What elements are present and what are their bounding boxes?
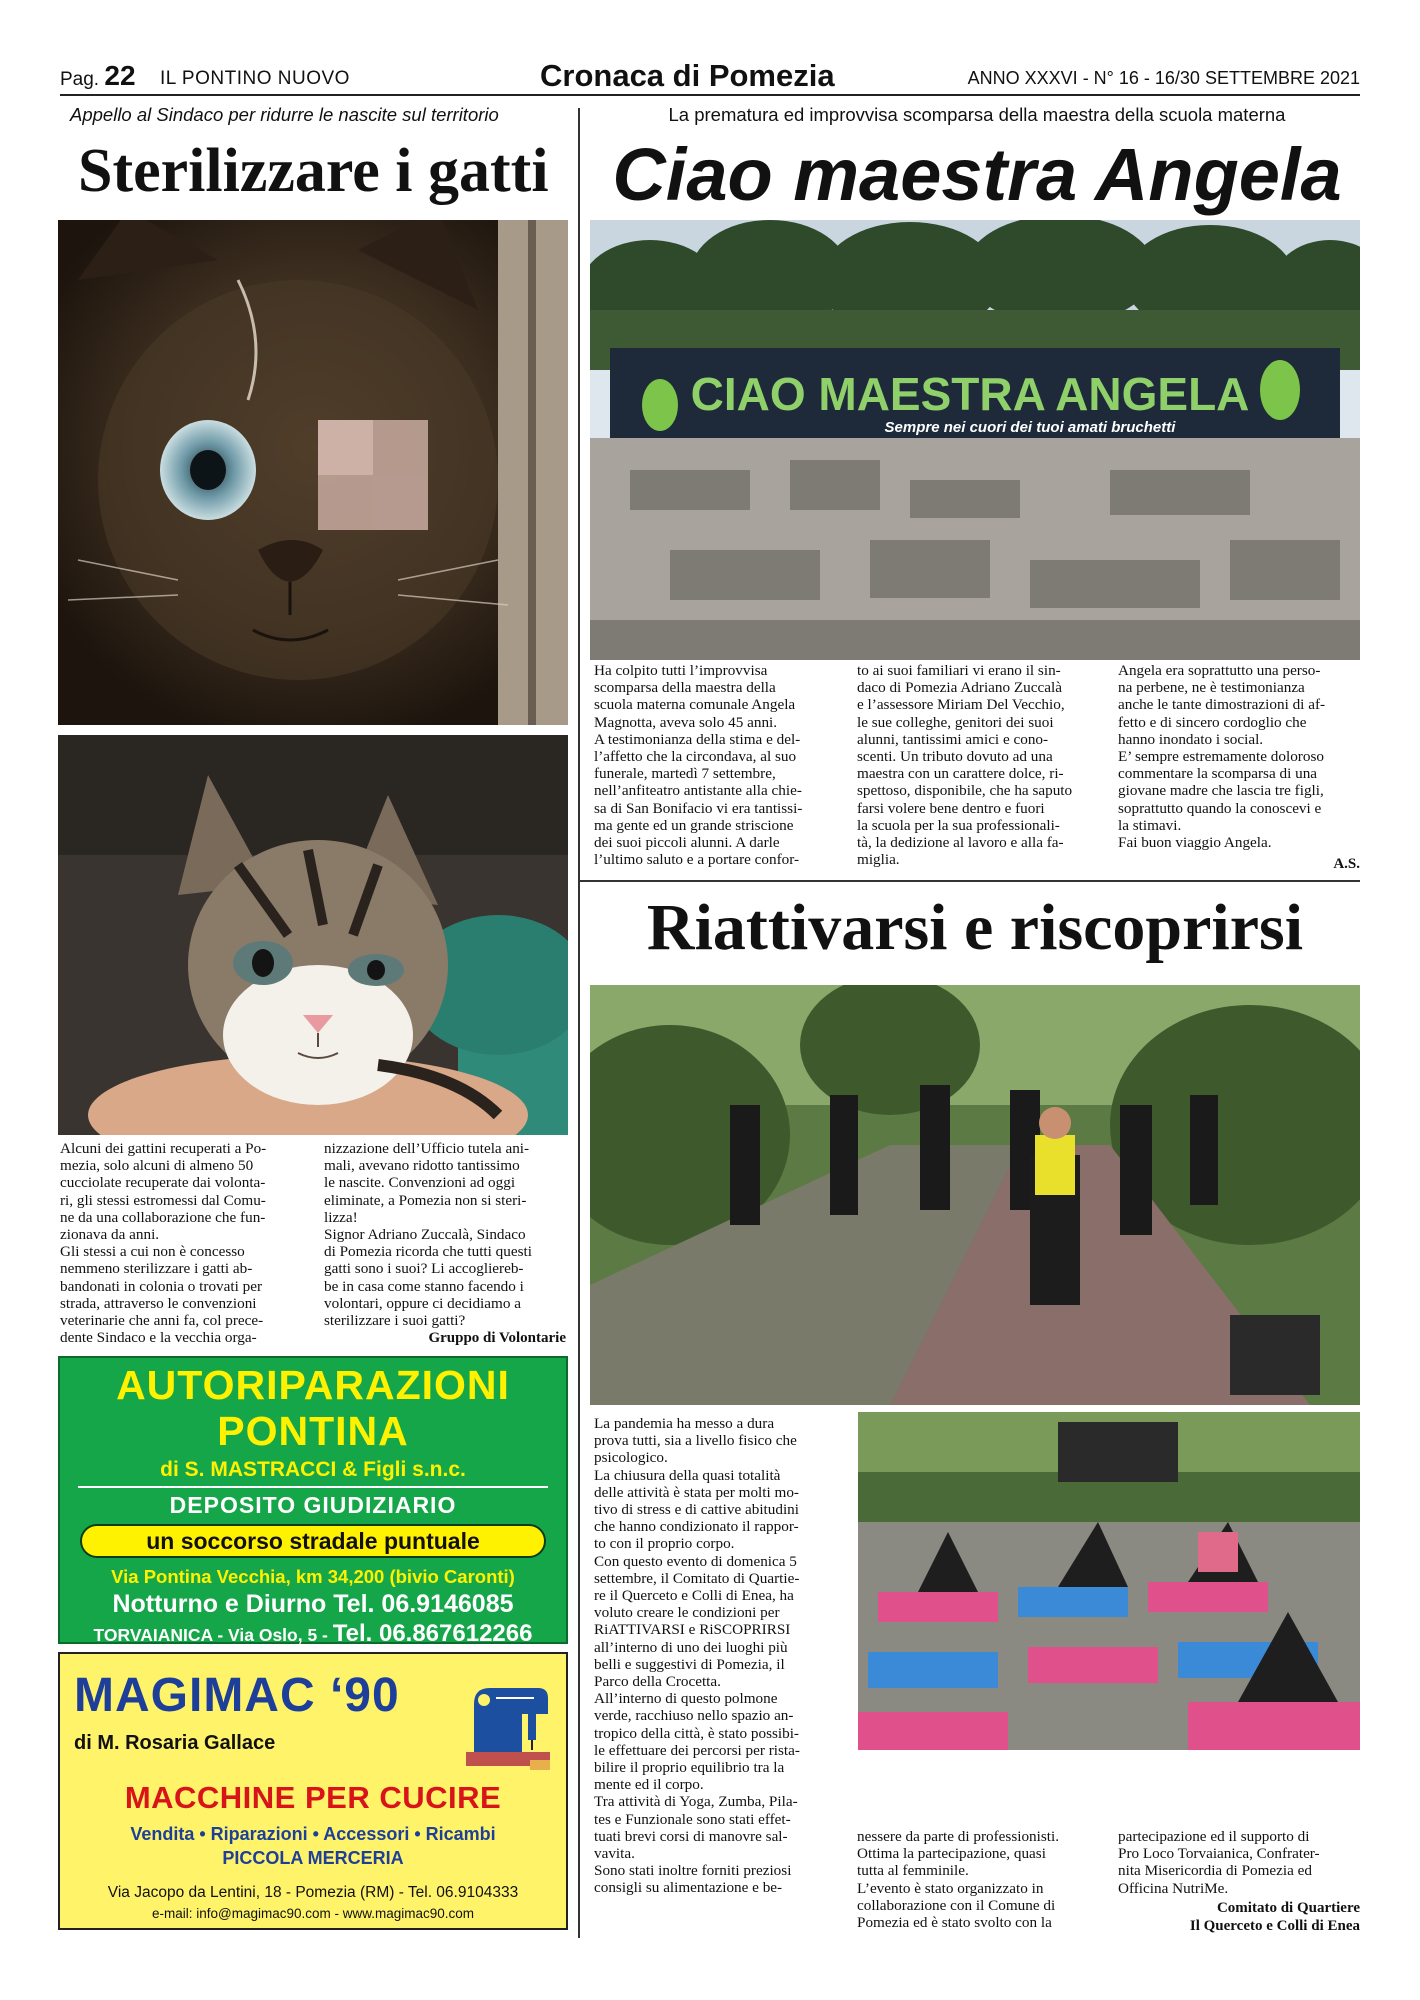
- riattivarsi-column-2: nessere da parte di professionisti. Ottima la partecipazione, quasi tutta al femminile. L’evento è stato organizzato in collaborazione con il Comune di Pomezia ed è stato svolto con la: [857, 1828, 1060, 1932]
- page-number: Pag. 22: [60, 60, 136, 91]
- ad-magimac: [58, 1652, 568, 1930]
- ad-slogan: un soccorso stradale puntuale: [80, 1524, 546, 1558]
- ad-magimac-services: Vendita • Riparazioni • Accessori • Ricambi: [130, 1824, 496, 1844]
- riattivarsi-column-1: La pandemia ha messo a dura prova tutti, sia a livello fisico che psicologico. La chiusura della quasi totalità delle attività è stata per molti mo- tivo di stress e di cattive abitudini che hanno condizionato il rappor- to con il proprio corpo. Con questo evento di domenica 5 settembre, il Comitato di Quartie- re il Querceto e Colli di Enea, ha voluto creare le condizioni per RiATTIVARSI e RiSCOPRIRSI all’interno di uno dei luoghi più belli e suggestivi di Pomezia, il Parco della Crocetta. All’interno di questo polmone verde, racchiuso nello spazio an- tropico della città, è stato possibi- le effettuare dei percorsi per rista- bilire il proprio equilibrio tra la mente ed il corpo. Tra attività di Yoga, Zumba, Pila- tes e Funzionale sono stati effet- tuati brevi corsi di manovre sal- vavita. Sono stati inoltre forniti preziosi consigli su alimentazione e be-: [594, 1415, 800, 1897]
- cat-photo-tabby-kitten: [58, 735, 568, 1135]
- ad-magimac-extra: PICCOLA MERCERIA: [222, 1848, 404, 1868]
- angela-banner-photo: [590, 220, 1360, 660]
- riattivarsi-signature-1: Comitato di Quartiere: [1216, 1900, 1360, 1916]
- cats-column-1: Alcuni dei gattini recuperati a Po- mezia, solo alcuni di almeno 50 cucciolate recuperate dai volonta- ri, gli stessi estromessi dal Comu- ne da una collaborazione che fun- zionava da anni. Gli stessi a cui non è concesso nemmeno sterilizzare i gatti ab- bandonati in colonia o trovati per strada, attraverso le convenzioni veterinarie che anni fa, col prece- dente Sindaco e la vecchia orga-: [60, 1140, 267, 1347]
- yoga-photo: [858, 1412, 1360, 1750]
- ad-magimac-address: Via Jacopo da Lentini, 18 - Pomezia (RM) - Tel. 06.9104333: [107, 1884, 519, 1901]
- angela-kicker: La prematura ed improvvisa scomparsa della maestra della scuola materna: [668, 104, 1286, 125]
- ad-line-pontina: PONTINA: [217, 1408, 409, 1454]
- ad-magimac-contacts: e-mail: info@magimac90.com - www.magimac90.com: [151, 1906, 475, 1921]
- ad-magimac-brand: MAGIMAC ‘90: [74, 1669, 400, 1722]
- paper-name: IL PONTINO NUOVO: [160, 68, 350, 89]
- ad-magimac-product: MACCHINE PER CUCIRE: [124, 1780, 502, 1815]
- riattivarsi-column-3: partecipazione ed il supporto di Pro Loco Torvaianica, Confrater- nita Misericordia di Pomezia ed Officina NutriMe.: [1118, 1828, 1320, 1897]
- ad-magimac-owner: di M. Rosaria Gallace: [74, 1732, 276, 1754]
- ad-line-autoriparazioni: AUTORIPARAZIONI: [116, 1362, 510, 1408]
- cats-headline: Sterilizzare i gatti: [78, 137, 549, 205]
- sewing-machine-icon: [460, 1664, 556, 1774]
- column-divider: [578, 108, 580, 1938]
- ad-line-deposito: DEPOSITO GIUDIZIARIO: [169, 1492, 457, 1518]
- angela-headline: Ciao maestra Angela: [612, 133, 1342, 216]
- ad-rule: [78, 1486, 548, 1488]
- angela-column-2: to ai suoi familiari vi erano il sin- daco di Pomezia Adriano Zuccalà e l’assessore Miriam Del Vecchio, le sue colleghe, genitori dei suoi alunni, tantissimi amici e cono- scenti. Un tributo dovuto ad una maestra con un carattere dolce, ri- spettoso, disponibile, che ha saputo farsi volere bene dentro e fuori la scuola per la sua professionali- tà, la dedizione al lavoro e alla fa- miglia.: [857, 662, 1073, 869]
- angela-signature: A.S.: [1333, 856, 1360, 872]
- article-divider: [578, 880, 1360, 882]
- banner-subtext: Sempre nei cuori dei tuoi amati bruchetti: [884, 419, 1176, 436]
- banner-text: CIAO MAESTRA ANGELA: [690, 368, 1250, 420]
- section-title: Cronaca di Pomezia: [540, 58, 835, 93]
- angela-column-1: Ha colpito tutti l’improvvisa scomparsa della maestra della scuola materna comunale Angela Magnotta, aveva solo 45 anni. A testimonianza della stima e del- l’affetto che la circondava, al suo funerale, martedì 7 settembre, nell’anfiteatro antistante alla chie- sa di San Bonifacio vi era tantissi- ma gente ed un grande striscione dei suoi piccoli alunni. A darle l’ultimo saluto e a portare confor-: [594, 662, 803, 869]
- ad-line-owner: di S. MASTRACCI & Figli s.n.c.: [160, 1458, 466, 1481]
- masthead: [60, 58, 1360, 96]
- ad-autoriparazioni-pontina: [58, 1356, 568, 1647]
- cats-signature: Gruppo di Volontarie: [428, 1330, 566, 1346]
- cats-kicker: Appello al Sindaco per ridurre le nascite sul territorio: [70, 104, 499, 125]
- cats-column-2: nizzazione dell’Ufficio tutela ani- mali, avevano ridotto tantissimo le nascite. Convenzioni ad oggi eliminate, a Pomezia non si steri- lizza! Signor Adriano Zuccalà, Sindaco di Pomezia ricorda che tutti questi gatti sono i suoi? Li accogliereb- be in casa come stanno facendo i volontari, oppure ci decidiamo a sterilizzare i suoi gatti?: [324, 1140, 532, 1330]
- riattivarsi-signature-2: Il Querceto e Colli di Enea: [1189, 1918, 1360, 1934]
- ad-hours-phone: Notturno e Diurno Tel. 06.9146085: [112, 1590, 514, 1618]
- ad-address: Via Pontina Vecchia, km 34,200 (bivio Caronti): [111, 1566, 515, 1587]
- riattivarsi-headline: Riattivarsi e riscoprirsi: [646, 891, 1304, 964]
- issue-date: ANNO XXXVI - N° 16 - 16/30 SETTEMBRE 2021: [967, 68, 1360, 88]
- angela-column-3: Angela era soprattutto una perso- na perbene, ne è testimonianza anche le tante dimostrazioni di af- fetto e di sincero cordoglio che hanno inondato i social. E’ sempre estremamente doloroso commentare la scomparsa di una giovane madre che lascia tre figli, soprattutto quando la conoscevi e la stimavi. Fai buon viaggio Angela.: [1118, 662, 1326, 852]
- zumba-photo: [590, 985, 1360, 1405]
- cat-photo-kitten-one-eye: [58, 220, 568, 725]
- ad-branch: TORVAIANICA - Via Oslo, 5 - Tel. 06.867612266: [93, 1620, 533, 1647]
